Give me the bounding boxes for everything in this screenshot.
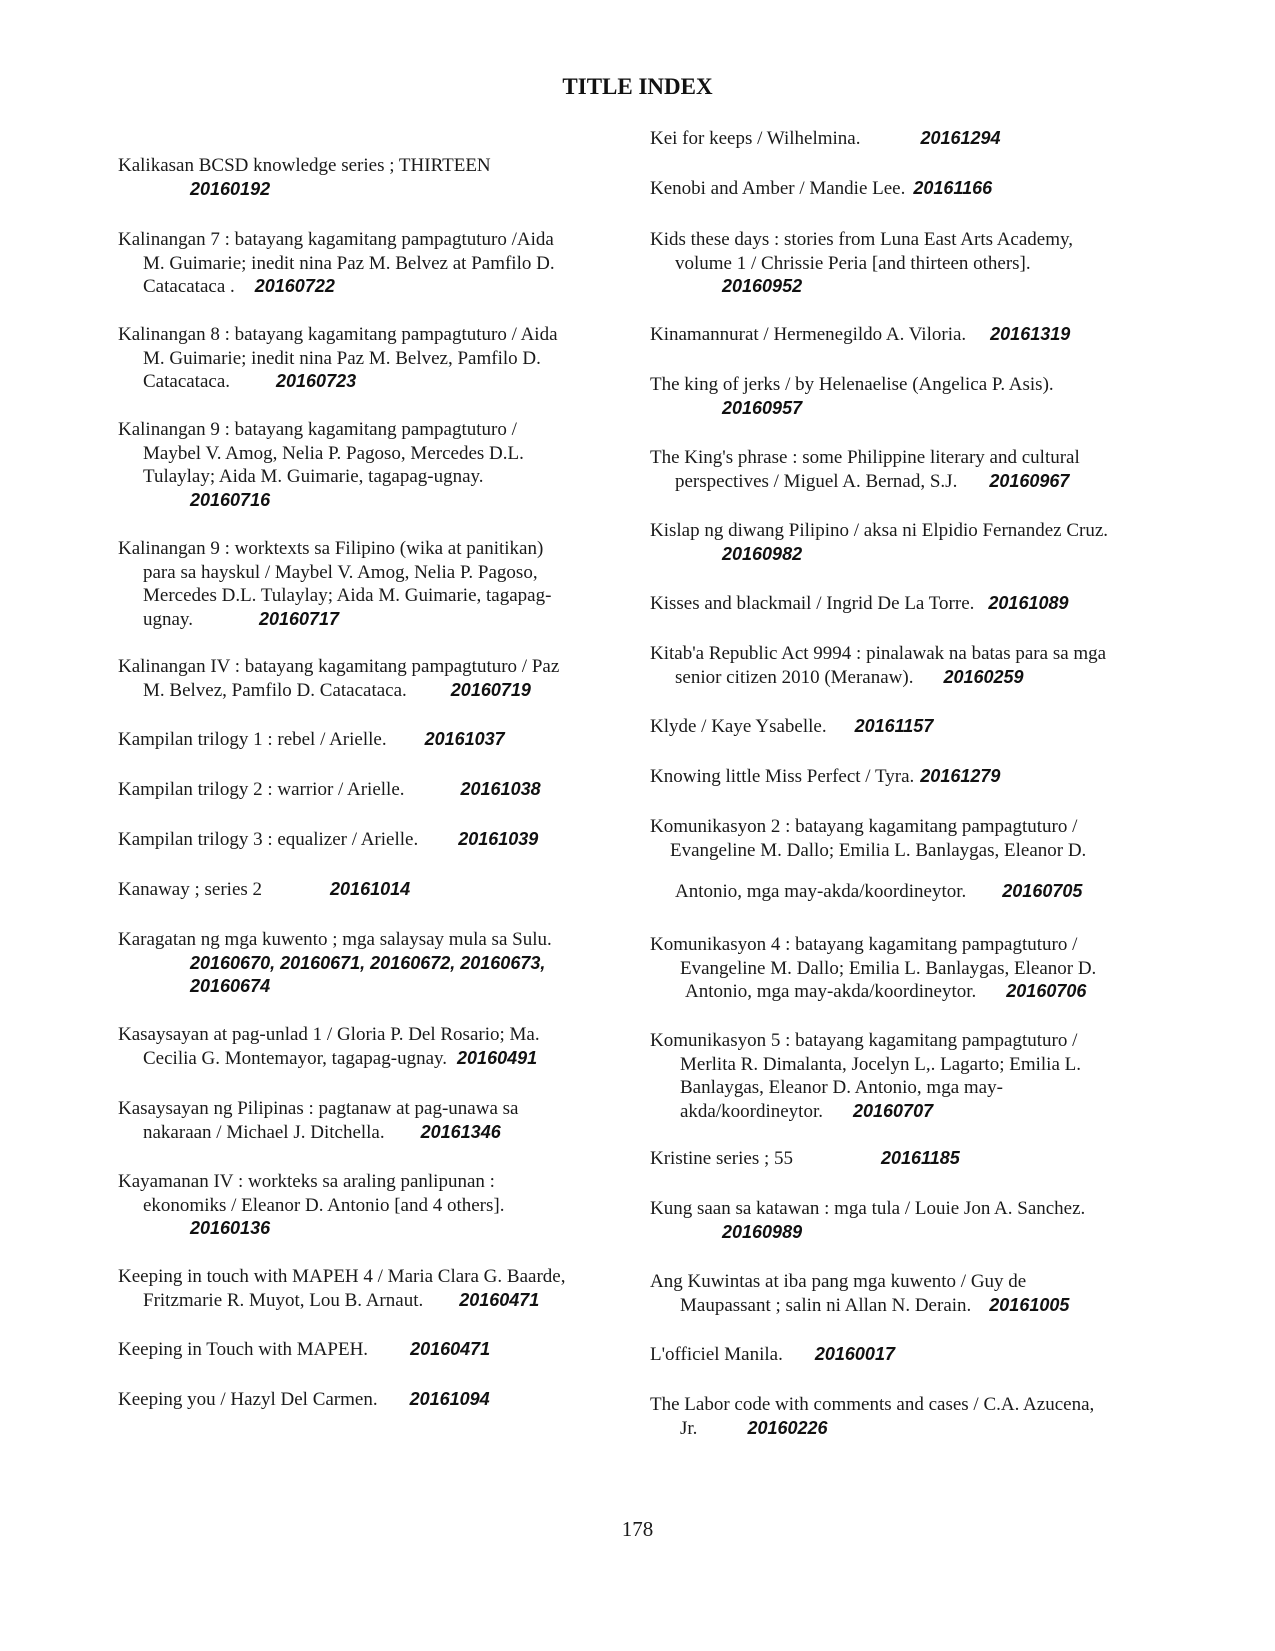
- index-entry: [118, 778, 541, 802]
- entry-title-line: Kanaway ; series 2 20161014: [118, 879, 411, 900]
- accession-number: 20161038: [460, 779, 541, 799]
- index-entry: [118, 1170, 504, 1241]
- accession-number: 20160471: [410, 1339, 491, 1359]
- index-entry: [650, 715, 933, 739]
- entry-title-line: ugnay. 20160717: [143, 608, 340, 630]
- entry-title-line: Catacataca. 20160723: [143, 371, 357, 392]
- index-entry: [650, 1029, 1081, 1123]
- accession-number: 20160192: [190, 178, 271, 199]
- accession-number: 20161279: [920, 766, 1001, 786]
- entry-title-line: Kampilan trilogy 2 : warrior / Arielle. 20161038: [118, 779, 541, 800]
- accession-number: 20160952: [722, 276, 803, 296]
- entry-title-line: Banlaygas, Eleanor D. Antonio, mga may-: [680, 1077, 1003, 1098]
- entry-title-line: Kalikasan BCSD knowledge series ; THIRTEEN: [118, 155, 491, 176]
- entry-title-line: Kalinangan 7 : batayang kagamitang pampagtuturo /Aida: [118, 229, 554, 250]
- accession-number: 20161157: [854, 716, 934, 736]
- accession-number: 20160989: [722, 1221, 803, 1242]
- entry-title-line: para sa hayskul / Maybel V. Amog, Nelia P. Pagoso,: [143, 561, 538, 583]
- index-entry: [118, 828, 538, 852]
- entry-title-line: Cecilia G. Montemayor, tagapag-ugnay. 20160491: [143, 1047, 538, 1069]
- accession-number: 20161037: [424, 729, 505, 749]
- entry-title-line: ekonomiks / Eleanor D. Antonio [and 4 others].: [143, 1194, 505, 1216]
- entry-title-line: Antonio, mga may-akda/koordineytor. 20160705: [675, 881, 1083, 902]
- index-entry: [118, 418, 524, 512]
- accession-number: 20161089: [988, 593, 1069, 613]
- index-entry: [650, 765, 1000, 789]
- accession-number: 20161294: [920, 128, 1001, 148]
- accession-number: 20160717: [258, 608, 340, 629]
- accession-number: 20160982: [722, 543, 803, 564]
- entry-title-line: Mercedes D.L. Tulaylay; Aida M. Guimarie, tagapag-: [143, 585, 552, 606]
- entry-title-line: Komunikasyon 4 : batayang kagamitang pampagtuturo /: [650, 934, 1078, 955]
- entry-title-line: Catacataca . 20160722: [143, 276, 335, 297]
- entry-title-line: Kalinangan 9 : worktexts sa Filipino (wika at panitikan): [118, 538, 544, 559]
- entry-title-line: Kislap ng diwang Pilipino / aksa ni Elpidio Fernandez Cruz.: [650, 520, 1109, 541]
- accession-number: 20160957: [722, 397, 803, 418]
- entry-title-line: Kenobi and Amber / Mandie Lee. 20161166: [650, 178, 993, 199]
- accession-number: 20160719: [450, 679, 531, 700]
- accession-number: 20160707: [853, 1100, 934, 1121]
- accession-number: 20160716: [190, 489, 271, 510]
- entry-title-line: nakaraan / Michael J. Ditchella. 20161346: [143, 1121, 501, 1143]
- index-entry: [650, 642, 1106, 689]
- accession-number: 20160259: [943, 666, 1024, 687]
- entry-title-line: Kalinangan 9 : batayang kagamitang pampagtuturo /: [118, 419, 517, 440]
- accession-number: 20160705: [1002, 881, 1083, 901]
- accession-number: 20161039: [458, 829, 539, 849]
- index-entry: [650, 1197, 1085, 1244]
- entry-title-line: Klyde / Kaye Ysabelle. 20161157: [650, 716, 934, 737]
- entry-title-line: Kalinangan 8 : batayang kagamitang pampagtuturo / Aida: [118, 324, 558, 345]
- accession-number: 20161014: [330, 879, 411, 899]
- index-entry: [118, 228, 555, 299]
- entry-title-line: The King's phrase : some Philippine literary and cultural: [650, 447, 1080, 468]
- index-entry: [650, 1393, 1094, 1440]
- index-entry: [650, 373, 1054, 420]
- index-entry: [650, 592, 1069, 616]
- entry-title-line: Kristine series ; 55 20161185: [650, 1148, 960, 1169]
- accession-number: 20161319: [990, 324, 1071, 344]
- entry-title-line: Kisses and blackmail / Ingrid De La Torre. 20161089: [650, 593, 1069, 614]
- page-number: 178: [621, 1517, 654, 1541]
- entry-title-line: Jr. 20160226: [680, 1417, 828, 1439]
- index-entry: [118, 537, 551, 631]
- index-entry: [650, 933, 1096, 1004]
- accession-number: 20161166: [913, 178, 993, 198]
- entry-title-line: The king of jerks / by Helenaelise (Angelica P. Asis).: [650, 374, 1054, 395]
- entry-title-line: Ang Kuwintas at iba pang mga kuwento / Guy de: [650, 1271, 1027, 1292]
- entry-title-line: Kitab'a Republic Act 9994 : pinalawak na batas para sa mga: [650, 643, 1107, 664]
- entry-title-line: The Labor code with comments and cases / C.A. Azucena,: [650, 1394, 1095, 1415]
- entry-title-line: Kids these days : stories from Luna East Arts Academy,: [650, 229, 1074, 250]
- index-entry: [118, 154, 491, 201]
- index-entry: [650, 815, 1086, 904]
- entry-title-line: Knowing little Miss Perfect / Tyra. 20161279: [650, 766, 1001, 787]
- entry-title-line: Maybel V. Amog, Nelia P. Pagoso, Mercedes D.L.: [143, 442, 524, 464]
- accession-number: 20161185: [881, 1148, 960, 1168]
- entry-title-line: M. Guimarie; inedit nina Paz M. Belvez at Pamfilo D.: [143, 252, 555, 274]
- index-entry: [650, 1147, 960, 1171]
- entry-title-line: Kinamannurat / Hermenegildo A. Viloria. 20161319: [650, 324, 1071, 345]
- entry-title-line: M. Guimarie; inedit nina Paz M. Belvez, Pamfilo D.: [143, 347, 541, 369]
- accession-number: 20160491: [457, 1047, 538, 1068]
- accession-number: 20160706: [1006, 981, 1087, 1001]
- entry-title-line: volume 1 / Chrissie Peria [and thirteen others].: [675, 252, 1031, 274]
- entry-title-line: akda/koordineytor. 20160707: [680, 1100, 934, 1122]
- index-entry: [650, 519, 1108, 566]
- index-entry: [118, 878, 410, 902]
- index-entry: [118, 1023, 540, 1070]
- index-entry: [118, 655, 559, 702]
- entry-title-line: Keeping in Touch with MAPEH. 20160471: [118, 1339, 491, 1360]
- accession-number: 20160967: [989, 470, 1070, 491]
- index-entry: [118, 728, 505, 752]
- entry-title-line: Fritzmarie R. Muyot, Lou B. Arnaut. 20160471: [143, 1289, 540, 1311]
- index-entry: [650, 228, 1073, 299]
- accession-number: 20161346: [420, 1121, 501, 1142]
- index-entry: [650, 177, 992, 201]
- accession-number: 20160017: [814, 1344, 895, 1364]
- index-entry: [118, 1265, 565, 1312]
- entry-title-line: Keeping in touch with MAPEH 4 / Maria Clara G. Baarde,: [118, 1266, 566, 1287]
- entry-title-line: senior citizen 2010 (Meranaw). 20160259: [675, 666, 1024, 688]
- entry-title-line: Kei for keeps / Wilhelmina. 20161294: [650, 128, 1001, 149]
- index-entry: [118, 928, 552, 999]
- entry-title-line: Evangeline M. Dallo; Emilia L. Banlaygas, Eleanor D.: [670, 839, 1087, 861]
- entry-title-line: Kampilan trilogy 1 : rebel / Arielle. 20161037: [118, 729, 505, 750]
- entry-title-line: Keeping you / Hazyl Del Carmen. 20161094: [118, 1389, 490, 1410]
- accession-number: 20160670, 20160671, 20160672, 20160673,: [190, 952, 546, 973]
- index-entry: [650, 323, 1070, 347]
- accession-number: 20160722: [254, 276, 335, 296]
- index-entry: [650, 1270, 1069, 1317]
- accession-number: 20161094: [409, 1389, 490, 1409]
- entry-title-line: Merlita R. Dimalanta, Jocelyn L,. Lagarto; Emilia L.: [680, 1053, 1081, 1075]
- entry-title-line: Komunikasyon 5 : batayang kagamitang pampagtuturo /: [650, 1030, 1078, 1051]
- entry-title-line: Kasaysayan ng Pilipinas : pagtanaw at pag-unawa sa: [118, 1098, 519, 1119]
- entry-title-line: Kasaysayan at pag-unlad 1 / Gloria P. Del Rosario; Ma.: [118, 1024, 540, 1045]
- accession-number: 20160723: [276, 371, 357, 391]
- entry-title-line: Karagatan ng mga kuwento ; mga salaysay mula sa Sulu.: [118, 929, 552, 950]
- entry-title-line: Tulaylay; Aida M. Guimarie, tagapag-ugnay.: [143, 466, 484, 487]
- entry-title-line: Maupassant ; salin ni Allan N. Derain. 20161005: [680, 1294, 1070, 1316]
- index-entry: [118, 1338, 490, 1362]
- entry-title-line: L'officiel Manila. 20160017: [650, 1344, 895, 1365]
- entry-title-line: Evangeline M. Dallo; Emilia L. Banlaygas, Eleanor D.: [680, 957, 1097, 979]
- index-entry: [650, 446, 1080, 493]
- entry-title-line: Kampilan trilogy 3 : equalizer / Arielle. 20161039: [118, 829, 539, 850]
- accession-number: 20160674: [190, 976, 271, 996]
- index-entry: [650, 127, 1001, 151]
- entry-title-line: Komunikasyon 2 : batayang kagamitang pampagtuturo /: [650, 816, 1078, 837]
- index-entry: [118, 1388, 490, 1412]
- entry-title-line: Kayamanan IV : workteks sa araling panlipunan :: [118, 1171, 495, 1192]
- accession-number: 20160136: [190, 1218, 271, 1238]
- entry-title-line: Kalinangan IV : batayang kagamitang pampagtuturo / Paz: [118, 656, 560, 677]
- accession-number: 20160471: [459, 1289, 540, 1310]
- index-entry: [118, 1097, 518, 1144]
- index-entry: [650, 1343, 895, 1367]
- page-title: TITLE INDEX: [562, 74, 713, 99]
- entry-title-line: M. Belvez, Pamfilo D. Catacataca. 20160719: [143, 679, 531, 701]
- entry-title-line: Antonio, mga may-akda/koordineytor. 20160706: [685, 981, 1087, 1002]
- accession-number: 20161005: [989, 1294, 1070, 1315]
- index-entry: [118, 323, 558, 394]
- entry-title-line: perspectives / Miguel A. Bernad, S.J. 20160967: [675, 470, 1070, 492]
- accession-number: 20160226: [747, 1417, 828, 1438]
- entry-title-line: Kung saan sa katawan : mga tula / Louie Jon A. Sanchez.: [650, 1198, 1086, 1219]
